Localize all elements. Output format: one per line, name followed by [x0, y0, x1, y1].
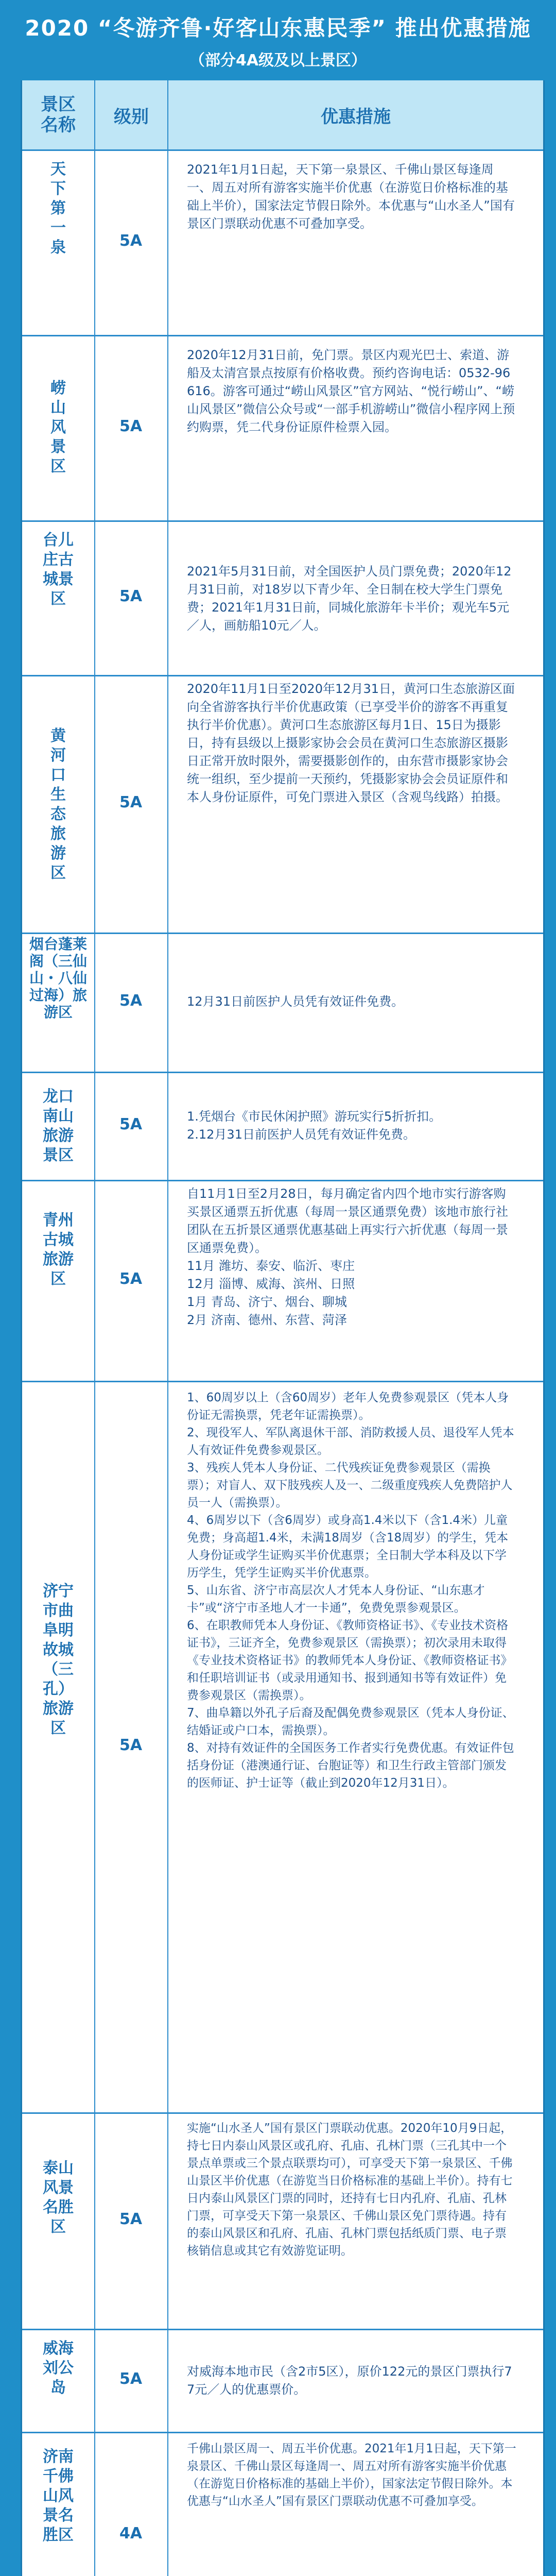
row-divider — [22, 675, 543, 676]
table-row-level: 4A — [119, 2524, 143, 2543]
table-row-level: 5A — [119, 793, 143, 811]
header-level: 级别 — [114, 106, 149, 127]
header-measures: 优惠措施 — [321, 106, 391, 127]
table-row-name: 烟台蓬莱阁（三仙山・八仙过海）旅游区 — [29, 936, 88, 1021]
table-row-level: 5A — [119, 992, 143, 1010]
row-divider — [22, 149, 543, 151]
table-row-name: 崂山风景区 — [50, 379, 66, 476]
table-row-name: 济宁市曲阜明故城（三孔）旅游区 — [43, 1582, 74, 1737]
column-divider — [94, 80, 95, 2576]
table-row-level: 5A — [119, 1270, 143, 1288]
table-row-name: 青州古城旅游区 — [43, 1211, 74, 1288]
table-row-level: 5A — [119, 1736, 143, 1754]
row-divider — [22, 1072, 543, 1073]
offers-table — [21, 80, 545, 2576]
table-row-desc: 千佛山景区周一、周五半价优惠。2021年1月1日起，天下第一泉景区、千佛山景区每逢周一、周五对所有游客实施半价优惠（在游览日价格标准的基础上半价），国家法定节假日除外。本优惠与“山水圣人”国有景区门票联动优惠不可叠加享受。 — [187, 2442, 516, 2508]
table-row-desc: 自11月1日至2月28日，每月确定省内四个地市实行游客购买景区通票五折优惠（每周一景区通票免费）该地市旅行社团队在五折景区通票优惠基础上再实行六折优惠（每周一景区通票免费）。 11月 潍坊、泰安、临沂、枣庄 12月 淄博、威海、滨州、日照 1月 青岛、济宁、烟台、聊城 2月 济南、德州、东营、菏泽 — [187, 1187, 508, 1327]
table-row-desc: 12月31日前医护人员凭有效证件免费。 — [187, 994, 404, 1009]
table-row-level: 5A — [119, 232, 143, 250]
row-divider — [22, 520, 543, 522]
table-row-level: 5A — [119, 1115, 143, 1133]
row-divider — [22, 1180, 543, 1181]
row-divider — [22, 2112, 543, 2114]
table-row-desc: 对威海本地市民（含2市5区），原价122元的景区门票执行77元／人的优惠票价。 — [187, 2364, 512, 2397]
table-row-name: 天下第一泉 — [50, 160, 66, 257]
table-row-desc: 实施“山水圣人”国有景区门票联动优惠。2020年10月9日起，持七日内泰山风景区或孔府、孔庙、孔林门票（三孔其中一个景点单票或三个景点联票均可），可享受天下第一泉景区、千佛山景区半价优惠（在游览当日价格标准的基础上半价）。持有七日内泰山风景区门票的同时，还持有七日内孔府、孔庙、孔林门票，可享受天下第一泉景区、千佛山景区免门票待遇。持有的泰山风景区和孔府、孔庙、孔林门票包括纸质门票、电子票核销信息或其它有效游览证明。 — [187, 2122, 513, 2258]
header-scenic-name: 景区 名称 — [41, 94, 76, 135]
page-subtitle: （部分4A级及以上景区） — [189, 52, 367, 70]
row-divider — [22, 2329, 543, 2330]
page-title: 2020 “冬游齐鲁·好客山东惠民季” 推出优惠措施 — [25, 15, 531, 41]
row-divider — [22, 1381, 543, 1382]
table-row-name: 泰山风景名胜区 — [43, 2159, 74, 2236]
table-row-desc: 2021年5月31日前，对全国医护人员门票免费；2020年12月31日前，对18岁以下青少年、全日制在校大学生门票免费；2021年1月31日前，同城化旅游年卡半价；观光车5元／人，画舫船10元／人。 — [187, 564, 512, 633]
table-row-desc: 1.凭烟台《市民休闲护照》游玩实行5折折扣。 2.12月31日前医护人员凭有效证件免费。 — [187, 1109, 442, 1142]
row-divider — [22, 335, 543, 336]
table-row-desc: 2020年12月31日前，免门票。景区内观光巴士、索道、游船及太清宫景点按原有价格收费。预约咨询电话：0532-96616。游客可通过“崂山风景区”官方网站、“悦行崂山”、“崂山风景区”微信公众号或“一部手机游崂山”微信小程序网上预约购票，凭二代身份证原件检票入园。 — [187, 348, 515, 434]
table-row-level: 5A — [119, 417, 143, 435]
table-row-desc: 2020年11月1日至2020年12月31日，黄河口生态旅游区面向全省游客执行半价优惠政策（已享受半价的游客不再重复执行半价优惠）。黄河口生态旅游区每月1日、15日为摄影日，持有县级以上摄影家协会会员在黄河口生态旅游区摄影日正常开放时限外，需要摄影创作的，由东营市摄影家协会统一组织，至少提前一天预约，凭摄影家协会会员证原件和本人身份证原件，可免门票进入景区（含观鸟线路）拍摄。 — [187, 682, 515, 804]
table-row-level: 5A — [119, 2370, 143, 2388]
table-row-name: 台儿庄古城景区 — [43, 531, 74, 608]
table-row-name: 龙口南山旅游景区 — [43, 1088, 74, 1164]
table-row-level: 5A — [119, 2210, 143, 2228]
table-row-level: 5A — [119, 587, 143, 605]
table-row-name: 威海刘公岛 — [43, 2340, 74, 2397]
table-row-name: 黄河口生态旅游区 — [50, 727, 66, 882]
table-row-desc: 2021年1月1日起，天下第一泉景区、千佛山景区每逢周一、周五对所有游客实施半价优惠（在游览日价格标准的基础上半价），国家法定节假日除外。本优惠与“山水圣人”国有景区门票联动优惠不可叠加享受。 — [187, 162, 515, 231]
column-divider — [167, 80, 168, 2576]
row-divider — [22, 933, 543, 934]
table-row-name: 济南千佛山风景名胜区 — [43, 2448, 74, 2544]
table-row-desc: 1、60周岁以上（含60周岁）老年人免费参观景区（凭本人身份证无需换票，凭老年证需换票）。 2、现役军人、军队离退休干部、消防救援人员、退役军人凭本人有效证件免费参观景区。 3、残疾人凭本人身份证、二代残疾证免费参观景区（需换票）；对盲人、双下肢残疾人及一、二级重度残疾人免费陪护人员一人（需换票）。 4、6周岁以下（含6周岁）或身高1.4米以下（含1.4米）儿童免费；身高超1.4米，未满18周岁（含18周岁）的学生，凭本人身份证或学生证购买半价优惠票；全日制大学本科及以下学历学生，凭学生证购买半价优惠票。 5、山东省、济宁市高层次人才凭本人身份证、“山东惠才卡”或“济宁市圣地人才一卡通”，免费免票参观景区。 6、在职教师凭本人身份证、《教师资格证书》、《专业技术资格证书》，三证齐全，免费参观景区（需换票）；初次录用未取得《专业技术资格证书》的教师凭本人身份证、《教师资格证书》和任职培训证书（或录用通知书、报到通知书等有效证件）免费参观景区（需换票）。 7、曲阜籍以外孔子后裔及配偶免费参观景区（凭本人身份证、结婚证或户口本，需换票）。 8、对持有效证件的全国医务工作者实行免费优惠。有效证件包括身份证（港澳通行证、台胞证等）和卫生行政主管部门颁发的医师证、护士证等（截止到2020年12月31日）。 — [187, 1391, 514, 1790]
row-divider — [22, 2432, 543, 2433]
